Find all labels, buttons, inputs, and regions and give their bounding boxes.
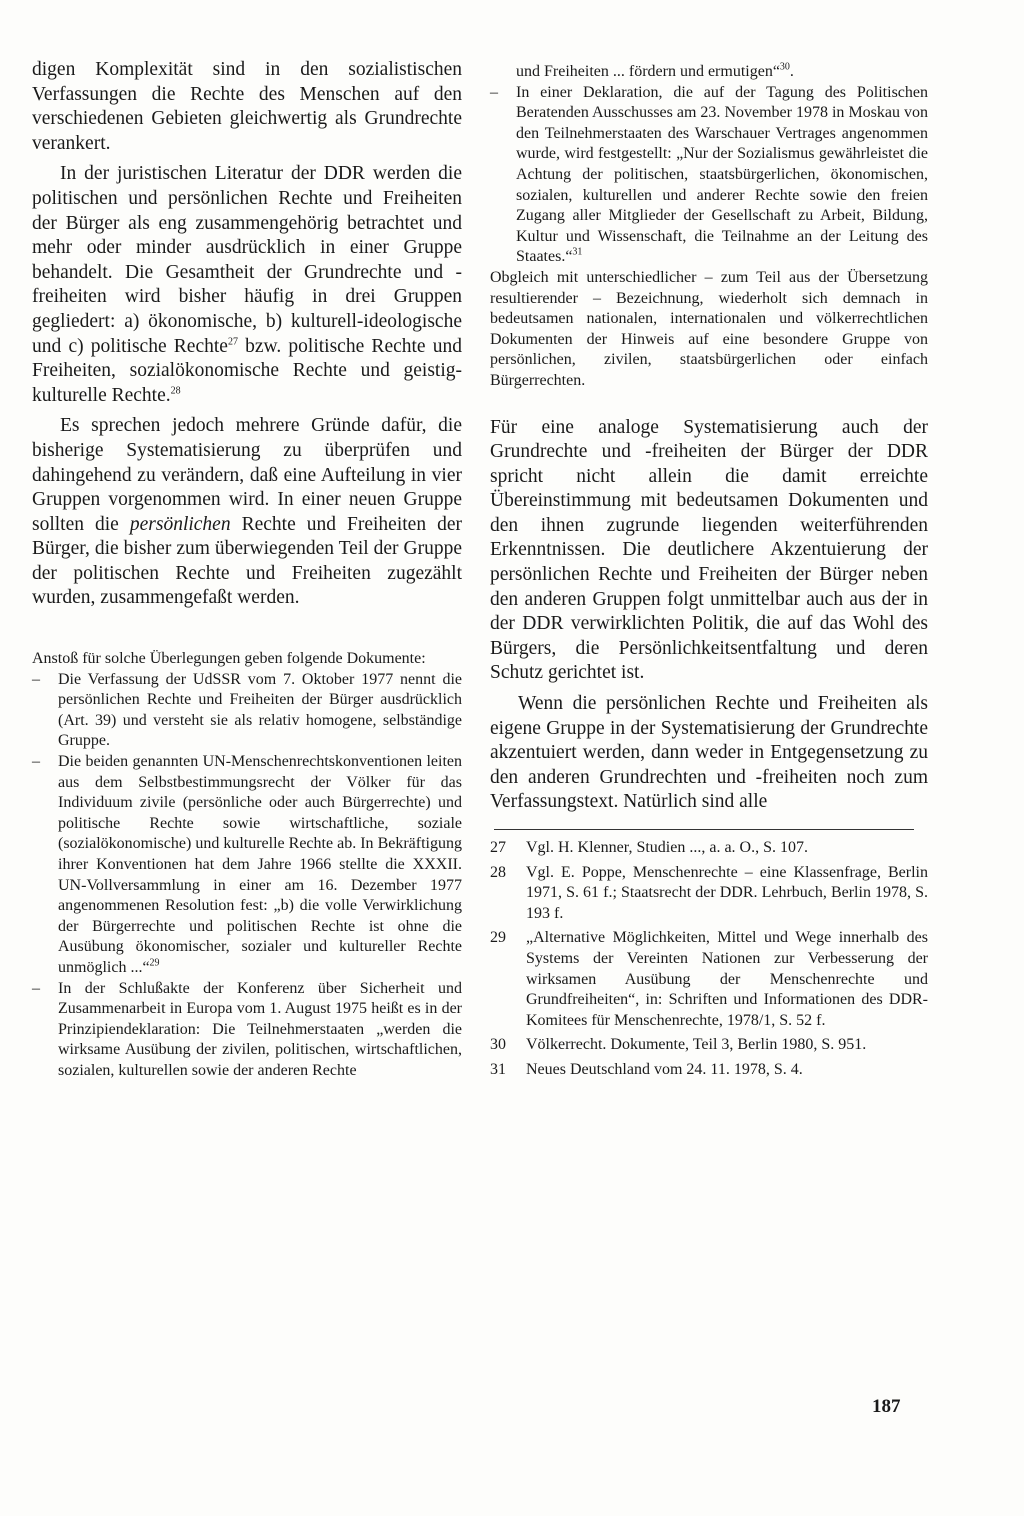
footnote: 30 Völkerrecht. Dokumente, Teil 3, Berlin 1980, S. 951. — [490, 1036, 867, 1054]
footnote: 29 „Alternative Möglichkeiten, Mittel und Wege innerhalb des Systems der Vereinten Nationen zur Verbesserung der wirksamen Ausübung der Menschenrechte und Grundfreiheiten“, in: Schriften und Informationen des DDR-Komitees für Menschenrechte, 1978/1, S. 52 f. — [490, 929, 928, 1029]
left-column — [32, 58, 462, 1082]
footnote: 31 Neues Deutschland vom 24. 11. 1978, S. 4. — [490, 1060, 803, 1078]
footnote-ref: 27 — [227, 336, 238, 348]
footnote: 28 Vgl. E. Poppe, Menschenrechte – eine Klassenfrage, Berlin 1971, S. 61 f.; Staatsrecht der DDR. Lehrbuch, Berlin 1978, S. 193 f. — [490, 863, 928, 922]
list-intro: Anstoß für solche Überlegungen geben folgende Dokumente: — [32, 650, 426, 668]
list-item: – Die Verfassung der UdSSR vom 7. Oktober 1977 nennt die persönlichen Rechte und Freiheiten der Bürger ausdrücklich (Art. 39) und versteht sie als relativ homogene, selbständige Gruppe. — [32, 670, 462, 750]
list-item: – Die beiden genannten UN-Menschenrechtskonventionen leiten aus dem Selbstbestimmungsrecht der Völker für das Individuum zivile (persönliche oder auch Bürgerrechte) und politische Rechte sowie wirtschaftliche, soziale (sozialökonomische) und kulturelle Rechte ab. In Bekräftigung ihrer Konventionen hat dem Jahre 1966 stellte die XXXII. UN-Vollversammlung in einer am 16. Dezember 1977 angenommenen Resolution fest: „b) die volle Verwirklichung der Bürgerrechte und politischen Rechte ist ohne die Ausübung ökonomischer, sozialer und kultureller Rechte unmöglich ...“$^{29}$ — [32, 753, 462, 976]
footnote-ref: 31 — [572, 247, 583, 259]
paragraph: Wenn die persönlichen Rechte und Freiheiten als eigene Gruppe in der Systematisierung der Grundrechte akzentuiert werden, dann weder in Entgegensetzung zu den anderen Grundrechten und -freiheiten noch zum Verfassungstext. Natürlich sind alle — [490, 693, 928, 813]
list-item: und Freiheiten ... fördern und ermutigen“$^{30}$. — [516, 61, 794, 80]
summary-paragraph: Obgleich mit unterschiedlicher – zum Teil aus der Übersetzung resultierender – Bezeichnung, wiederholt sich demnach in bedeutsamen nationalen, internationalen und völkerrechtlichen Dokumenten der Hinweis auf eine besondere Gruppe von persönlichen, zivilen, staatsbürgerlichen oder einfach Bürgerrechten. — [490, 268, 928, 389]
footnote-ref: 29 — [149, 957, 160, 969]
document-list — [32, 670, 462, 1082]
paragraph: In der juristischen Literatur der DDR werden die politischen und persönlichen Rechte und Freiheiten der Bürger als eng zusammengehörig betrachtet und mehr oder minder ausdrücklich in einer Gruppe behandelt. Die Gesamtheit der Grundrechte und -freiheiten wird bisher häufig in drei Gruppen gegliedert: a) ökonomische, b) kulturell-ideologische und c) politische Rechte$^{27}$ bzw. politische Rechte und Freiheiten, sozialökonomische Rechte und geistig-kulturelle Rechte.$^{28}$ — [32, 163, 463, 406]
emphasis: persönlichen — [129, 513, 231, 535]
page-number: 187 — [872, 1396, 901, 1417]
footnote-ref: 28 — [170, 385, 181, 397]
paragraph: Für eine analoge Systematisierung auch der Grundrechte und -freiheiten der Bürger der DDR spricht nicht allein die damit erreichte Übereinstimmung mit bedeutsamen Dokumenten und den ihnen zugrunde liegenden weiterführenden Erkenntnissen. Die deutlichere Akzentuierung der persönlichen Rechte und Freiheiten der Bürger neben den anderen Gruppen folgt unmittelbar auch aus der in der DDR verwirklichten Politik, die auf das Wohl des Bürgers, die Persönlichkeitsentfaltung und deren Schutz gerichtet ist. — [490, 416, 928, 684]
list-item: – In einer Deklaration, die auf der Tagung des Politischen Beratenden Ausschusses am 23. November 1978 in Moskau von den Teilnehmerstaaten des Warschauer Vertrages angenommen wurde, wird festgestellt: „Nur der Sozialismus gewährleistet die Achtung der politischen, staatsbürgerlichen, ökonomischen, sozialen, kulturellen und anderer Rechte sowie den freien Zugang aller Mitglieder der Gesellschaft zu Arbeit, Bildung, Kultur und Wissenschaft, die Teilnahme an der Leitung des Staates.“$^{31}$ — [490, 83, 928, 266]
footnote: 27 Vgl. H. Klenner, Studien ..., a. a. O., S. 107. — [490, 839, 808, 856]
paragraph: digen Komplexität sind in den sozialistischen Verfassungen die Rechte des Menschen auf den verschiedenen Gebieten gleichwertig als Grundrechte verankert. — [32, 59, 462, 154]
right-column — [490, 62, 928, 1085]
document-list-continued — [490, 62, 928, 268]
footnote-ref: 30 — [779, 61, 790, 73]
paragraph: Es sprechen jedoch mehrere Gründe dafür, die bisherige Systematisierung zu überprüfen und dahingehend zu verändern, daß eine Aufteilung in vier Gruppen vorgenommen wird. In einer neuen Gruppe sollten die persönlichen Rechte und Freiheiten der Bürger, die bisher zum überwiegenden Teil der Gruppe der politischen Rechte und Freiheiten zugezählt wurden, zusammengefaßt werden. — [32, 415, 462, 609]
footnote-rule — [494, 829, 914, 830]
list-item: – In der Schlußakte der Konferenz über Sicherheit und Zusammenarbeit in Europa vom 1. August 1975 heißt es in der Prinzipiendeklaration: Die Teilnehmerstaaten „werden die wirksame Ausübung der zivilen, politischen, wirtschaftlichen, sozialen, kulturellen sowie der anderen Rechte — [32, 979, 462, 1079]
footnotes — [490, 838, 928, 1081]
